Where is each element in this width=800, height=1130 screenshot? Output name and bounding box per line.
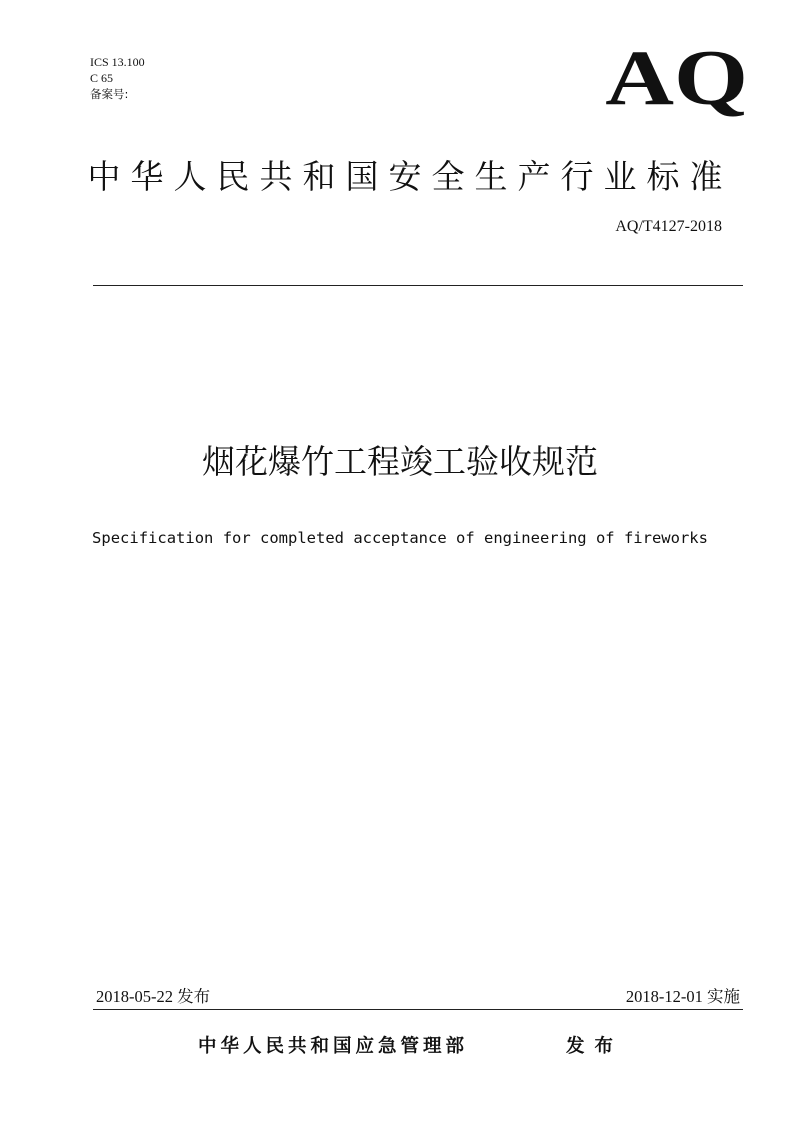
document-title-chinese: 烟花爆竹工程竣工验收规范 (202, 442, 598, 481)
issuing-authority: 中华人民共和国应急管理部 (198, 1036, 469, 1057)
top-divider (93, 285, 743, 286)
implement-date: 2018-12-01 实施 (625, 987, 740, 1006)
issue-label: 发布 (566, 1036, 624, 1057)
record-number-label: 备案号: (90, 87, 129, 101)
document-title-english: Specification for completed acceptance of engineering of fireworks (92, 529, 708, 547)
classification-code: C 65 (90, 71, 114, 85)
standard-number: AQ/T4127-2018 (615, 218, 722, 235)
publish-date: 2018-05-22 发布 (96, 987, 211, 1006)
ics-code: ICS 13.100 (90, 55, 145, 69)
standard-category: 中华人民共和国安全生产行业标准 (87, 157, 733, 196)
bottom-divider (93, 1009, 743, 1010)
aq-logo: AQ (605, 34, 748, 121)
